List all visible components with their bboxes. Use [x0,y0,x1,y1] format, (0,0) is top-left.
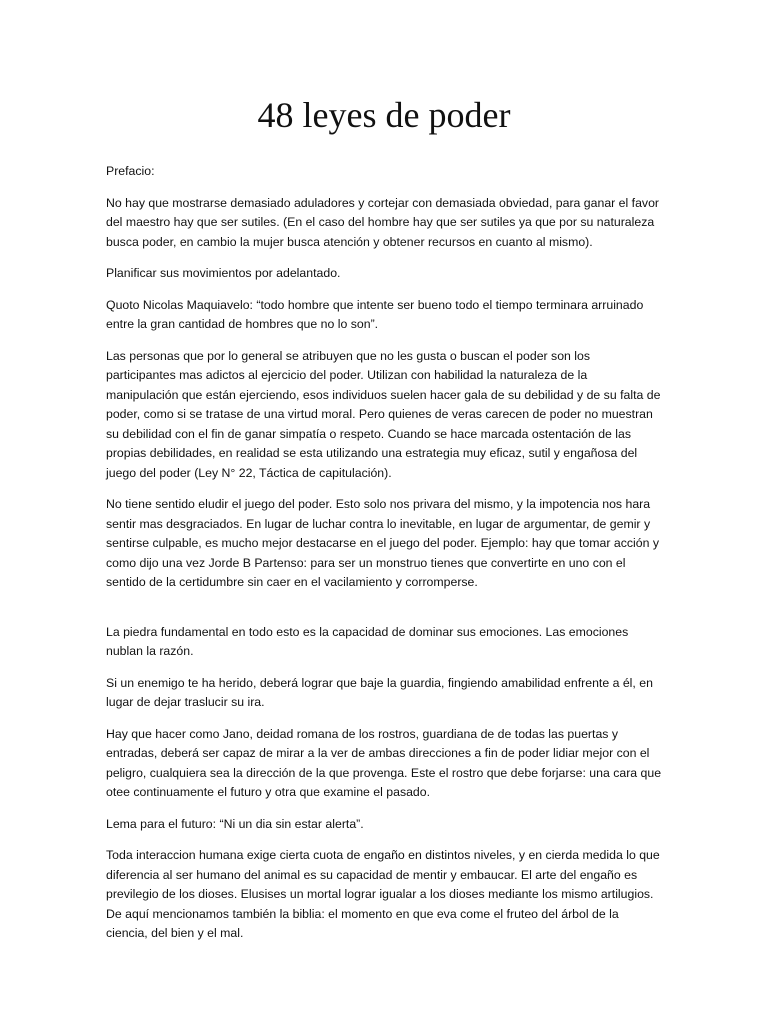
section-heading-prefacio: Prefacio: [106,164,155,178]
paragraph-aduladores: No hay que mostrarse demasiado aduladores y cortejar con demasiada obviedad, para ganar el favor del maestro hay que ser sutiles. (En el caso del hombre hay que ser sutiles ya que por su naturaleza busca poder, en cambio la mujer busca atención y obtener recursos en cuanto al mismo). [106,195,659,249]
document-body [106,162,662,956]
paragraph-lema: Lema para el futuro: “Ni un dia sin estar alerta”. [106,816,364,831]
document-title: 48 leyes de poder [257,95,511,135]
paragraph-maquiavelo-quote: Quoto Nicolas Maquiavelo: “todo hombre que intente ser bueno todo el tiempo terminara arruinado entre la gran cantidad de hombres que no lo son”. [106,297,644,331]
paragraph-jano: Hay que hacer como Jano, deidad romana de los rostros, guardiana de de todas las puertas y entradas, deberá ser capaz de mirar a la ver de ambas direcciones a fin de poder lidiar mejor con el peligro, cualquiera sea la dirección de la que provenga. Este el rostro que debe forjarse: una cara que otee continuamente el futuro y otra que examine el pasado. [106,726,662,799]
paragraph-eludir-juego: No tiene sentido eludir el juego del poder. Esto solo nos privara del mismo, y la impotencia nos hara sentir mas desgraciados. En lugar de luchar contra lo inevitable, en lugar de argumentar, de gemir y sentirse culpable, es mucho mejor destacarse en el juego del poder. Ejemplo: hay que tomar acción y como dijo una vez Jorde B Partenso: para ser un monstruo tienes que convertirte en uno con el sentido de la certidumbre sin caer en el vacilamiento y corromperse. [106,497,659,589]
paragraph-piedra-fundamental: La piedra fundamental en todo esto es la capacidad de dominar sus emociones. Las emociones nublan la razón. [106,624,629,658]
paragraph-personas: Las personas que por lo general se atribuyen que no les gusta o buscan el poder son los participantes mas adictos al ejercicio del poder. Utilizan con habilidad la naturaleza de la manipulación que están ejerciendo, esos individuos suelen hacer gala de su debilidad y de su falta de poder, como si se tratase de una virtud moral. Pero quienes de veras carecen de poder no muestran su debilidad con el fin de ganar simpatía o respeto. Cuando se hace marcada ostentación de las propias debilidades, en realidad se esta utilizando una estrategia muy eficaz, sutil y engañosa del juego del poder (Ley N° 22, Táctica de capitulación). [106,348,661,480]
paragraph-planificar: Planificar sus movimientos por adelantado. [106,266,341,280]
paragraph-enemigo: Si un enemigo te ha herido, deberá lograr que baje la guardia, fingiendo amabilidad enfrente a él, en lugar de dejar traslucir su ira. [106,675,653,709]
paragraph-engano: Toda interaccion humana exige cierta cuota de engaño en distintos niveles, y en cierda medida lo que diferencia al ser humano del animal es su capacidad de mentir y embaucar. El arte del engaño es previlegio de los dioses. Elusises un mortal lograr igualar a los dioses mediante los mismo artilugios. De aquí mencionamos también la biblia: el momento en que eva come el fruteo del árbol de la ciencia, del bien y el mal. [106,848,660,940]
